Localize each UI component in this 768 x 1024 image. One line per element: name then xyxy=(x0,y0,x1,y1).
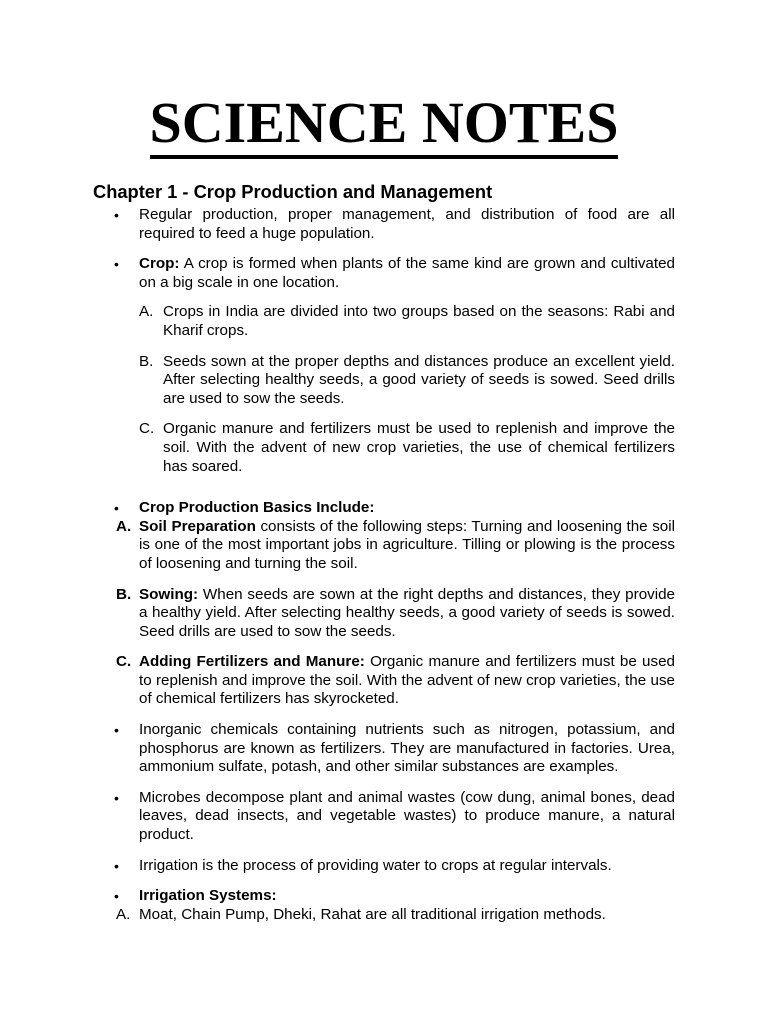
crop-sub-item-c xyxy=(93,420,675,476)
item-label: Adding Fertilizers and Manure: xyxy=(139,653,365,671)
irrigation-systems-heading: Irrigation Systems: xyxy=(139,887,277,905)
bullet-item-microbes xyxy=(93,789,675,845)
page-title xyxy=(0,90,768,156)
bullet-icon: • xyxy=(114,888,119,905)
bullet-item-irrigation-systems xyxy=(93,887,675,906)
bullet-item-inorganic xyxy=(93,721,675,777)
sub-text: Seeds sown at the proper depths and distances produce an excellent yield. After selecting healthy seeds, a good variety of seeds is sowed. Seed drills are used to sow the seeds. xyxy=(163,352,675,407)
item-marker: B. xyxy=(116,585,132,603)
bullet-item-irrigation xyxy=(93,857,675,876)
bullet-item-food xyxy=(93,206,675,243)
irrigation-item-a xyxy=(93,906,675,925)
sub-marker: A. xyxy=(139,303,154,321)
bullet-icon: • xyxy=(114,207,119,223)
item-label: Soil Preparation xyxy=(139,517,256,535)
item-marker: A. xyxy=(116,905,131,923)
bullet-item-basics xyxy=(93,499,675,518)
item-label: Sowing: xyxy=(139,585,199,603)
basics-item-a xyxy=(93,518,675,574)
crop-sub-item-b xyxy=(93,353,675,409)
bullet-icon: • xyxy=(114,256,119,273)
item-marker: A. xyxy=(116,517,132,535)
sub-text: Organic manure and fertilizers must be used to replenish and improve the soil. With the advent of new crop varieties, the use of chemical fertilizers has soared. xyxy=(163,420,675,475)
item-marker: C. xyxy=(116,653,132,671)
bullet-icon: • xyxy=(114,722,119,739)
crop-label: Crop: xyxy=(139,255,180,273)
title-text: SCIENCE NOTES xyxy=(150,90,619,159)
sub-text: Crops in India are divided into two groups based on the seasons: Rabi and Kharif crops. xyxy=(163,303,675,339)
paragraph-text: Irrigation is the process of providing water to crops at regular intervals. xyxy=(139,856,612,874)
paragraph-text: Microbes decompose plant and animal wastes (cow dung, animal bones, dead leaves, dead insects, and vegetable wastes) to produce manure, a natural product. xyxy=(139,788,675,844)
bullet-icon: • xyxy=(114,789,119,806)
paragraph-text: Inorganic chemicals containing nutrients such as nitrogen, potassium, and phosphorus are known as fertilizers. They are manufactured in factories. Urea, ammonium sulfate, potash, and other similar substances are examples. xyxy=(139,721,675,776)
item-text: When seeds are sown at the right depths and distances, they provide a healthy yield. After selecting healthy seeds, a good variety of seeds is sowed. Seed drills are used to sow the seeds. xyxy=(139,585,675,640)
item-text: Organic manure and fertilizers must be used to replenish and improve the soil. With the advent of new crop varieties, the use of chemical fertilizers has skyrocketed. xyxy=(139,653,675,708)
notes-body xyxy=(93,181,675,924)
basics-heading: Crop Production Basics Include: xyxy=(139,499,375,517)
crop-text: A crop is formed when plants of the same kind are grown and cultivated on a big scale in one location. xyxy=(139,255,675,291)
item-text: consists of the following steps: Turning and loosening the soil is one of the most important jobs in agriculture. Tilling or plowing is the process of loosening and turning the soil. xyxy=(139,517,675,572)
chapter-heading: Chapter 1 - Crop Production and Management xyxy=(93,181,493,202)
bullet-icon: • xyxy=(114,857,119,874)
bullet-item-crop xyxy=(93,255,675,292)
basics-item-c xyxy=(93,653,675,709)
paragraph-text: Regular production, proper management, and distribution of food are all required to feed a huge population. xyxy=(139,206,675,242)
bullet-icon: • xyxy=(114,500,119,517)
item-text: Moat, Chain Pump, Dheki, Rahat are all traditional irrigation methods. xyxy=(139,905,606,923)
sub-marker: B. xyxy=(139,352,154,370)
sub-marker: C. xyxy=(139,420,155,438)
crop-sub-item-a xyxy=(93,303,675,340)
basics-item-b xyxy=(93,586,675,642)
